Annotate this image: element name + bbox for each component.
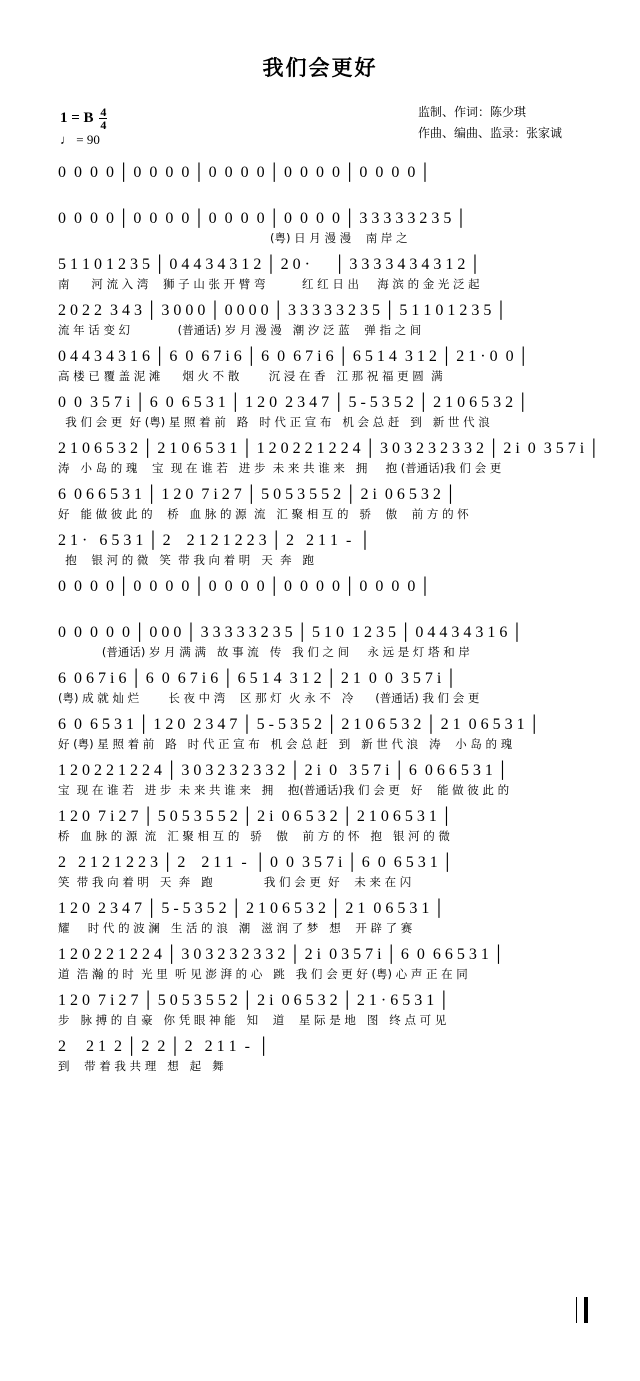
lyrics-row: 涛 小 岛 的 瑰 宝 现 在 谁 若 进 步 未 来 共 谁 来 拥 抱 (普通话)我 们 会 更 [58,461,502,475]
notation-row: 1 2 0 2 2 1 2 2 4 │ 3 0 3 2 3 2 3 3 2 │ 2 i 0 3 5 7 i │ 6 0 6 6 5 3 1 │ [58,946,505,963]
notation-row: 1 2 0 7 i 2 7 │ 5 0 5 3 5 5 2 │ 2 i 0 6 5 3 2 │ 2 1 0 6 5 3 1 │ [58,808,453,825]
time-signature [99,106,107,131]
credit-line-2: 作曲、编曲、监录：张家诚 [417,126,562,140]
music-line [58,486,586,525]
time-signature-numerator: 4 [100,105,107,119]
key-signature [60,106,107,131]
notation-row: 2 2 1 2 1 2 2 3 │ 2 2 1 1 - │ 0 0 3 5 7 i │ 6 0 6 5 3 1 │ [58,854,454,871]
lyrics-row: 好 (粤) 星 照 着 前 路 时 代 正 宣 布 机 会 总 赶 到 新 世 代 浪 涛 小 岛 的 瑰 [58,737,513,751]
lyrics-row: 我 们 会 更 好 (粤) 星 照 着 前 路 时 代 正 宣 布 机 会 总 赶 到 新 世 代 浪 [58,415,490,429]
music-line [58,578,586,617]
music-line [58,624,586,663]
lyrics-row: 高 楼 已 覆 盖 泥 滩 烟 火 不 散 沉 浸 在 香 江 那 祝 福 更 圆 满 [58,369,443,383]
staff-lines [0,164,640,1077]
music-line [58,348,586,387]
lyrics-row: 抱 银 河 的 微 笑 带 我 向 着 明 天 奔 跑 [58,553,315,567]
music-line [58,946,586,985]
notation-row: 6 0 6 7 i 6 │ 6 0 6 7 i 6 │ 6 5 1 4 3 1 2 │ 2 1 0 0 3 5 7 i │ [58,670,457,687]
key-signature-text: 1 = B [60,109,94,126]
music-line [58,1038,586,1077]
final-barline [576,1297,588,1323]
notation-row: 0 4 4 3 4 3 1 6 │ 6 0 6 7 i 6 │ 6 0 6 7 i 6 │ 6 5 1 4 3 1 2 │ 2 1 · 0 0 │ [58,348,529,365]
music-line [58,808,586,847]
notation-row: 6 0 6 5 3 1 │ 1 2 0 2 3 4 7 │ 5 - 5 3 5 2 │ 2 1 0 6 5 3 2 │ 2 1 0 6 5 3 1 │ [58,716,541,733]
tempo-marking: ♩ = 90 [60,132,100,147]
lyrics-row: (普通话) 岁 月 满 满 故 事 流 传 我 们 之 间 永 远 是 灯 塔 和 岸 [58,645,470,659]
lyrics-row: (粤) 日 月 漫 漫 南 岸 之 [58,231,408,245]
lyrics-row: 流 年 话 变 幻 (普通话) 岁 月 漫 漫 潮 汐 泛 蓝 弹 指 之 间 [58,323,422,337]
lyrics-row: 笑 带 我 向 着 明 天 奔 跑 我 们 会 更 好 未 来 在 闪 [58,875,412,889]
music-line [58,992,586,1031]
music-line [58,716,586,755]
notation-row: 1 2 0 7 i 2 7 │ 5 0 5 3 5 5 2 │ 2 i 0 6 5 3 2 │ 2 1 · 6 5 3 1 │ [58,992,450,1009]
lyrics-row [58,600,586,617]
lyrics-row: 南 河 流 入 湾 狮 子 山 张 开 臂 弯 红 红 日 出 海 滨 的 金 光 泛 起 [58,277,480,291]
lyrics-row: (粤) 成 就 灿 烂 长 夜 中 湾 区 那 灯 火 永 不 冷 (普通话) 我 们 会 更 [58,691,480,705]
page-title: 我们会更好 [262,56,378,80]
credits-block [418,102,562,144]
lyrics-row: 桥 血 脉 的 源 流 汇 聚 相 互 的 骄 傲 前 方 的 怀 抱 银 河 的 微 [58,829,450,843]
music-line [58,164,586,203]
music-line [58,532,586,571]
lyrics-row [58,186,586,203]
credit-line-1: 监制、作词：陈少琪 [417,105,526,119]
music-line [58,900,586,939]
notation-row: 0 0 0 0 │ 0 0 0 0 │ 0 0 0 0 │ 0 0 0 0 │ 0 0 0 0 │ [58,578,431,595]
music-line [58,210,586,249]
notation-row: 0 0 0 0 0 │ 0 0 0 │ 3 3 3 3 3 2 3 5 │ 5 1 0 1 2 3 5 │ 0 4 4 3 4 3 1 6 │ [58,624,523,641]
lyrics-row: 好 能 做 彼 此 的 桥 血 脉 的 源 流 汇 聚 相 互 的 骄 傲 前 方 的 怀 [58,507,469,521]
notation-row: 5 1 1 0 1 2 3 5 │ 0 4 4 3 4 3 1 2 │ 2 0 · │ 3 3 3 3 4 3 4 3 1 2 │ [58,256,481,273]
music-line [58,302,586,341]
lyrics-row: 道 浩 瀚 的 时 光 里 听 见 澎 湃 的 心 跳 我 们 会 更 好 (粤) 心 声 正 在 同 [58,967,468,981]
music-line [58,762,586,801]
lyrics-row: 耀 时 代 的 波 澜 生 活 的 浪 潮 滋 润 了 梦 想 开 辟 了 赛 [58,921,413,935]
notation-row: 2 1 · 6 5 3 1 │ 2 2 1 2 1 2 2 3 │ 2 2 1 1 - │ [58,532,371,549]
music-line [58,670,586,709]
music-line [58,394,586,433]
notation-row: 0 0 0 0 │ 0 0 0 0 │ 0 0 0 0 │ 0 0 0 0 │ 0 0 0 0 │ [58,164,431,181]
notation-row: 1 2 0 2 2 1 2 2 4 │ 3 0 3 2 3 2 3 3 2 │ 2 i 0 3 5 7 i │ 6 0 6 6 5 3 1 │ [58,762,509,779]
music-line [58,854,586,893]
notation-row: 2 0 2 2 3 4 3 │ 3 0 0 0 │ 0 0 0 0 │ 3 3 3 3 3 2 3 5 │ 5 1 1 0 1 2 3 5 │ [58,302,507,319]
notation-row: 1 2 0 2 3 4 7 │ 5 - 5 3 5 2 │ 2 1 0 6 5 3 2 │ 2 1 0 6 5 3 1 │ [58,900,445,917]
notation-row: 0 0 0 0 │ 0 0 0 0 │ 0 0 0 0 │ 0 0 0 0 │ 3 3 3 3 3 2 3 5 │ [58,210,467,227]
music-line [58,440,600,479]
score-header [0,102,640,164]
notation-row: 0 0 3 5 7 i │ 6 0 6 5 3 1 │ 1 2 0 2 3 4 7 │ 5 - 5 3 5 2 │ 2 1 0 6 5 3 2 │ [58,394,529,411]
music-line [58,256,586,295]
notation-row: 2 1 0 6 5 3 2 │ 2 1 0 6 5 3 1 │ 1 2 0 2 2 1 2 2 4 │ 3 0 3 2 3 2 3 3 2 │ 2 i 0 3 5 7 i │ [58,440,600,457]
lyrics-row: 到 带 着 我 共 理 想 起 舞 [58,1059,224,1073]
notation-row: 2 2 1 2 │ 2 2 │ 2 2 1 1 - │ [58,1038,270,1055]
time-signature-denominator: 4 [100,118,107,132]
lyrics-row: 步 脉 搏 的 自 豪 你 凭 眼 神 能 知 道 星 际 是 地 图 终 点 可 见 [58,1013,447,1027]
lyrics-row: 宝 现 在 谁 若 进 步 未 来 共 谁 来 拥 抱(普通话)我 们 会 更 好 能 做 彼 此 的 [58,783,510,797]
notation-row: 6 0 6 6 5 3 1 │ 1 2 0 7 i 2 7 │ 5 0 5 3 5 5 2 │ 2 i 0 6 5 3 2 │ [58,486,457,503]
